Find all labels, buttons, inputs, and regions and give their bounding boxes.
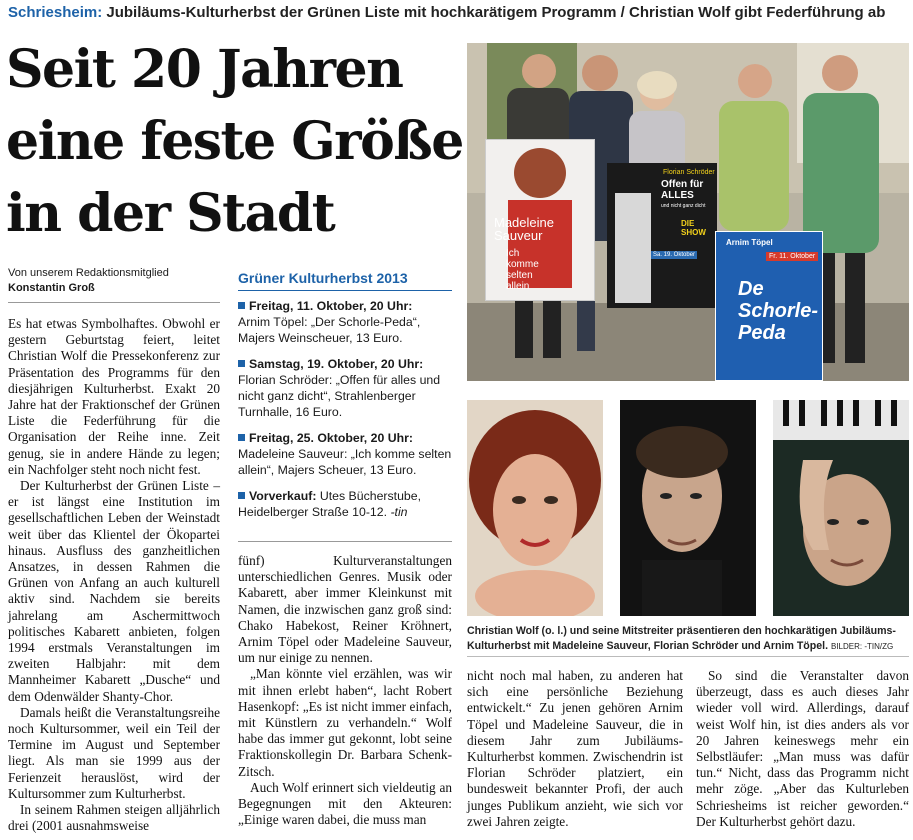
event-what: Utes Bücherstube, Heidelberger Straße 10-12.: [238, 489, 422, 519]
poster-arnim-toepel: [715, 231, 823, 381]
event-what: Florian Schröder: „Offen für alles und nicht ganz dicht“, Strahlenberger Turnhalle, 16 Euro.: [238, 373, 441, 419]
portrait-florian-schroeder: [620, 400, 756, 616]
event-what: Madeleine Sauveur: „Ich komme selten allein“, Majers Scheuer, 13 Euro.: [238, 447, 452, 477]
poster-portrait: [615, 193, 651, 303]
caption-text: Christian Wolf (o. l.) und seine Mitstreiter präsentieren den hochkarätigen Jubiläums-Kulturherbst mit Madeleine Sauveur, Florian Schröder und Arnim Töpel.: [467, 625, 896, 652]
headline-line-1: Seit 20 Jahren: [6, 39, 403, 100]
paragraph: „Man könnte viel erzählen, was wir mit ihnen erlebt haben“, lacht Robert Hasenkopf: „Es ist nicht immer einfach, mit Künstlern zu verhandeln.“ Wolf habe das immer gut gekonnt, lobt seine Fraktionskollegin Dr. Barbara Schenk-Zitsch.: [238, 666, 452, 779]
poster-text: Florian Schröder: [663, 169, 715, 176]
poster-text: Peda: [738, 322, 786, 344]
event-when: Vorverkauf:: [249, 489, 317, 503]
poster-text: De: [738, 278, 764, 300]
article-column-1: [8, 316, 220, 835]
kicker: [8, 2, 908, 24]
paragraph: So sind die Veranstalter davon überzeugt, dass es auch dieses Jahr wieder voll wird. Allerdings, darauf weist Wolf hin, ist dies anders als vor 20 Jahren keineswegs mehr ein Selbstläufer: „Man muss was dafür tun.“ Nicht, dass das Programm nicht mehr zöge. „Aber das Kulturleben Schriesheims ist reicher geworden.“ Der Kulturherbst gehört dazu.: [696, 668, 909, 829]
infobox-title: Grüner Kulturherbst 2013: [238, 268, 452, 291]
event-when: Freitag, 11. Oktober, 20 Uhr:: [249, 299, 413, 313]
byline: [8, 266, 220, 296]
poster-text: und nicht ganz dicht: [661, 203, 706, 209]
byline-rule: [8, 302, 220, 303]
poster-text: Sa. 19. Oktober: [653, 252, 696, 258]
paragraph: In seinem Rahmen steigen alljährlich drei (2001 ausnahmsweise: [8, 802, 220, 834]
bullet-square-icon: [238, 360, 245, 367]
event-item: [238, 430, 452, 478]
event-what: Arnim Töpel: „Der Schorle-Peda“, Majers Weinscheuer, 13 Euro.: [238, 315, 421, 345]
event-when: Freitag, 25. Oktober, 20 Uhr:: [249, 431, 414, 445]
headline: [6, 34, 461, 250]
photo-caption: [467, 624, 909, 654]
poster-text: Fr. 11. Oktober: [766, 252, 818, 261]
article-column-2: [238, 553, 452, 828]
kicker-place: Schriesheim:: [8, 4, 103, 21]
event-item: [238, 356, 452, 420]
poster-text: Arnim Töpel: [726, 238, 773, 247]
paragraph: nicht noch mal haben, zu anderen hat sich eine persönliche Beziehung entwickelt.“ Zu jenen gehören Arnim Töpel und Madeleine Sauveur, die in diesem Jahr zum Jubiläums-Kulturherbst kommen. Zwischendrin ist Florian Schröder platziert, ein bundesweit bekannter Profi, der auch junges Publikum anzieht, wie sich vor zwei Jahren zeigte.: [467, 668, 683, 829]
poster-text: DIE: [681, 219, 695, 228]
poster-text: Schorle-: [738, 300, 819, 322]
infobox-bottom-rule: [238, 541, 452, 542]
poster-text: Offen für: [661, 179, 704, 190]
headline-line-3: in der Stadt: [6, 183, 335, 244]
paragraph: Es hat etwas Symbolhaftes. Obwohl er gestern Geburtstag feiert, leitet Christian Wolf die Pressekonferenz zur Präsentation des Programms für den diesjährigen Kulturherbst. Exakt 20 Jahre hat der Fraktionschef der Grünen Liste die Federführung für die Organisation der Reihe inne. Zeit genug, sie in andere Hände zu legen; ein Nachfolger steht noch nicht fest.: [8, 316, 220, 477]
poster-text: Ich: [506, 248, 520, 259]
paragraph: Damals heißt die Veranstaltungsreihe noch Kultursommer, weil ein Teil der Termine im August und September liegt. Als man sie 1999 aus der Ferienzeit herauslöst, wird der Kultursommer zum Kulturherbst.: [8, 704, 220, 801]
poster-text: selten: [506, 270, 533, 281]
article-column-4: [696, 668, 909, 830]
poster-text: komme: [506, 259, 539, 270]
bullet-square-icon: [238, 492, 245, 499]
article-column-3: [467, 668, 683, 830]
infobox: [238, 298, 452, 530]
event-item: [238, 298, 452, 346]
portrait-madeleine-sauveur: [467, 400, 603, 616]
poster-text: ALLES: [661, 190, 694, 201]
poster-text: Sauveur: [494, 228, 543, 243]
portrait-arnim-toepel: [773, 400, 909, 616]
kicker-text: Jubiläums-Kulturherbst der Grünen Liste mit hochkarätigem Programm / Christian Wolf gibt Federführung ab: [106, 4, 886, 21]
paragraph: Auch Wolf erinnert sich vieldeutig an Begegnungen mit den Akteuren: „Einige waren dabei, die muss man: [238, 779, 452, 828]
caption-credit: BILDER: -TIN/ZG: [830, 642, 894, 651]
event-when: Samstag, 19. Oktober, 20 Uhr:: [249, 357, 424, 371]
event-tag: -tin: [390, 505, 408, 519]
poster-text: allein: [506, 281, 530, 292]
paragraph: Der Kulturherbst der Grünen Liste – er ist längst eine Institution im gesellschaftlichen Leben der Weinstadt weit über das Klientel der Ökopartei hinaus. Ausfluss des ganzheitlichen Ansatzes, in dessen Rahmen die Grünen von Anfang an auch kulturell aktiv sind. Nachdem sie bereits jahrelang am Aschermittwoch politisches Kabarett anbieten, folgen 1994 erstmals Veranstaltungen im zweiten Halbjahr: mit dem Mannheimer Kabarett „Dusche“ und dem Odenwälder Shanty-Chor.: [8, 478, 220, 704]
byline-author: Konstantin Groß: [8, 282, 95, 294]
poster-madeleine-sauveur: [485, 139, 595, 301]
bullet-square-icon: [238, 302, 245, 309]
poster-portrait: [514, 148, 566, 198]
byline-intro: Von unserem Redaktionsmitglied: [8, 267, 169, 279]
bullet-square-icon: [238, 434, 245, 441]
poster-text: SHOW: [681, 228, 706, 237]
event-item: [238, 488, 452, 520]
paragraph: fünf) Kulturveranstaltungen unterschiedlichen Genres. Musik oder Kabarett, aber immer Kleinkunst mit Namen, die inzwischen ganz groß sind: Chako Habekost, Reiner Kröhnert, Arnim Töpel oder Madeleine Sauveur, um nur einige zu nennen.: [238, 553, 452, 666]
caption-rule: [467, 656, 909, 657]
headline-line-2: eine feste Größe: [6, 111, 463, 172]
group-photo: [467, 43, 909, 381]
poster-text: Madeleine: [494, 215, 554, 230]
poster-florian-schroeder: [607, 163, 717, 308]
